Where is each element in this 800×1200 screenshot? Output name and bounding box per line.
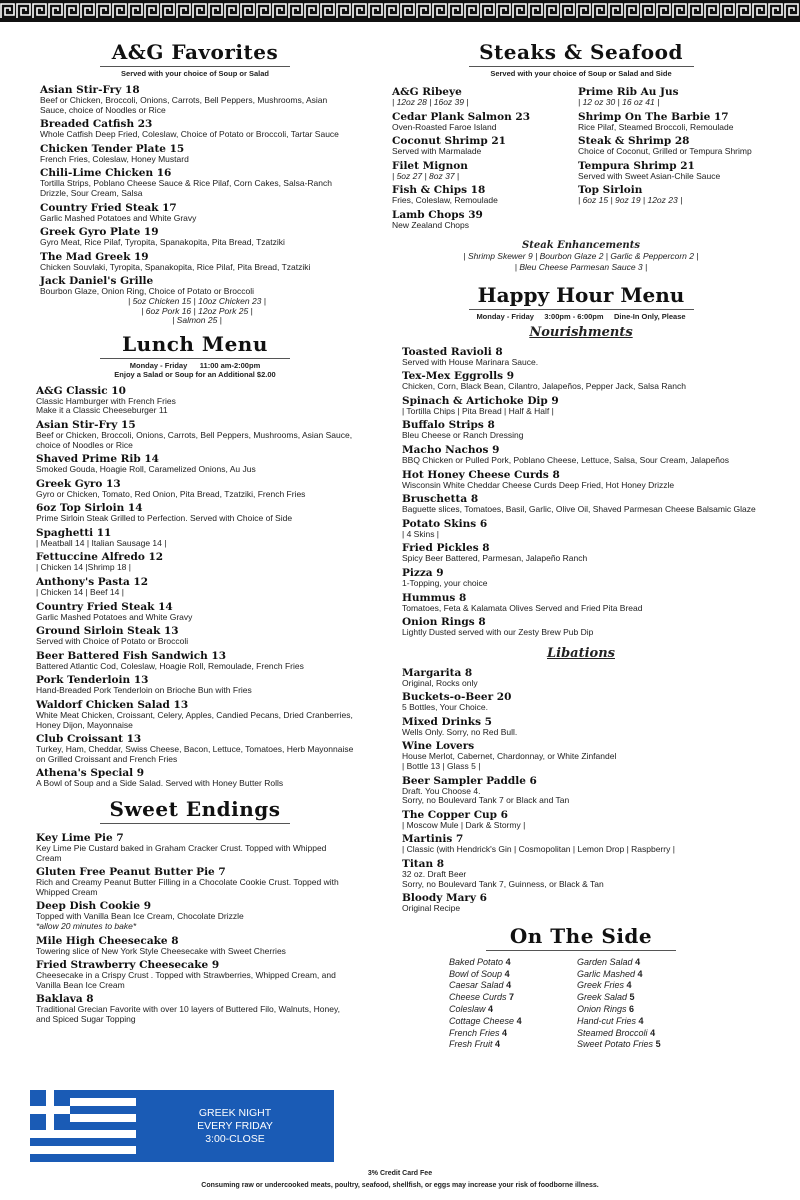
menu-item [402,740,770,771]
item-description: White Meat Chicken, Croissant, Celery, Apples, Candied Pecans, Dried Cranberries, Honey Dijon, Mayonnaise [36,710,353,730]
lunch-list [36,385,354,789]
steaks-subtitle: Served with your choice of Soup or Salad and Side [490,69,672,78]
enhancements-title: Steak Enhancements [522,239,640,251]
item-name: Ground Sirloin Steak 13 [36,625,179,638]
menu-item [36,832,354,863]
menu-item [40,84,354,115]
item-description: Classic Hamburger with French Fries [36,395,176,406]
item-description: Key Lime Pie Custard baked in Graham Cracker Crust. Topped with Whipped Cream [36,843,327,863]
item-description-extra: Sorry, no Boulevard Tank 7 or Black and Tan [402,795,570,806]
side-grid [392,957,770,1051]
item-name: Waldorf Chicken Salad 13 [36,699,189,712]
side-item-name: Cottage Cheese [449,1015,515,1026]
side-item-name: Greek Fries [577,980,625,991]
menu-item [402,370,770,392]
menu-item [392,209,578,231]
item-name: Club Croissant 13 [36,733,142,746]
item-description: Bleu Cheese or Ranch Dressing [402,430,524,441]
item-name: Pizza 9 [402,566,444,579]
menu-item [36,699,354,730]
menu-item [392,111,578,133]
favorites-subtitle: Served with your choice of Soup or Salad [121,69,269,78]
item-description: French Fries, Coleslaw, Honey Mustard [40,153,189,164]
side-item-price: 4 [626,980,632,991]
item-name: Spaghetti 11 [36,526,112,539]
item-name: Fish & Chips 18 [392,184,486,197]
menu-item [402,809,770,831]
item-description: Beef or Chicken, Broccoli, Onions, Carrots, Bell Peppers, Mushrooms, Asian Sauce, choice of Noodles or Rice [40,95,328,115]
side-item-name: Bowl of Soup [449,968,503,979]
menu-item [36,900,354,931]
menu-item [36,419,354,450]
menu-item [36,674,354,696]
item-description: Bourbon Glaze, Onion Ring, Choice of Potato or Broccoli [40,286,255,297]
greek-key-pattern [0,3,800,19]
credit-card-fee: 3% Credit Card Fee [367,1170,433,1177]
item-description: | 12oz 28 | 16oz 39 | [392,97,469,107]
side-item [449,1004,577,1016]
side-item-name: Hand-cut Fries [577,1015,637,1026]
item-name: Athena's Special 9 [36,767,145,780]
item-description: Baguette slices, Tomatoes, Basil, Garlic, Olive Oil, Shaved Parmesan Cheese Balsamic Glaze [402,504,756,515]
menu-item [36,502,354,524]
side-item-name: Sweet Potato Fries [577,1039,654,1050]
item-description: Towering slice of New York Style Cheesecake with Sweet Cherries [36,945,286,956]
item-description: | 12 oz 30 | 16 oz 41 | [578,97,660,107]
side-item [449,1039,577,1051]
item-name: Martinis 7 [402,833,464,846]
item-name: Asian Stir-Fry 15 [36,418,136,431]
item-description: Draft. You Choose 4. [402,785,481,796]
menu-item [578,184,770,206]
item-name: The Copper Cup 6 [402,808,508,821]
item-description: | Classic (with Hendrick's Gin | Cosmopolitan | Lemon Drop | Raspberry | [402,844,675,855]
item-description: BBQ Chicken or Pulled Pork, Poblano Cheese, Lettuce, Salsa, Sour Cream, Jalapeños [402,454,729,465]
foodborne-warning: Consuming raw or undercooked meats, poultry, seafood, shellfish, or eggs may increase your risk of foodborne illness. [201,1182,599,1189]
side-item-price: 5 [629,992,635,1003]
item-name: Pork Tenderloin 13 [36,674,149,687]
item-description: Served with Sweet Asian-Chile Sauce [578,170,721,181]
menu-item [40,251,354,273]
item-name: Tex-Mex Eggrolls 9 [402,370,515,383]
libations-title: Libations [547,645,615,661]
menu-item [40,167,354,198]
lunch-time: 11:00 am-2:00pm [199,360,261,370]
item-description: | 6oz 15 | 9oz 19 | 12oz 23 | [578,195,683,206]
side-item-name: Coleslaw [449,1004,486,1014]
item-description: Smoked Gouda, Hoagie Roll, Caramelized Onions, Au Jus [36,464,256,475]
item-name: 6oz Top Sirloin 14 [36,502,143,515]
side-item-price: 4 [650,1027,656,1038]
menu-item [36,993,354,1024]
side-item-name: Greek Salad [577,992,628,1003]
lunch-days: Monday - Friday [129,360,188,370]
side-item [449,1016,577,1028]
item-description: Served with Marmalade [392,146,482,157]
menu-item [402,444,770,466]
left-column [36,40,354,1028]
item-description: Battered Atlantic Cod, Coleslaw, Hoagie Roll, Remoulade, French Fries [36,660,304,671]
side-item-price: 6 [629,1004,635,1014]
menu-item [402,892,770,914]
side-item [449,957,577,969]
side-item-name: Garlic Mashed [577,968,636,979]
menu-item [392,86,578,108]
side-item-name: Onion Rings [577,1004,627,1014]
greek-night-line2: EVERY FRIDAY [197,1119,273,1132]
side-item [449,1028,577,1040]
item-description: 32 oz. Draft Beer [402,869,467,880]
item-name: Tempura Shrimp 21 [578,159,695,172]
item-description: Traditional Grecian Favorite with over 10 layers of Buttered Filo, Walnuts, Honey, and Spiced Sugar Topping [36,1004,340,1024]
item-name: Mixed Drinks 5 [402,715,492,728]
menu-item [402,716,770,738]
side-item-price: 4 [638,1015,644,1026]
item-name: Hot Honey Cheese Curds 8 [402,468,560,481]
enhancements-line-1: | Shrimp Skewer 9 | Bourbon Glaze 2 | Garlic & Peppercorn 2 | [463,250,699,261]
menu-item [36,385,354,416]
side-item-name: Steamed Broccoli [577,1027,648,1038]
side-right-list [577,957,717,1051]
side-item-name: French Fries [449,1027,500,1038]
item-name: Cedar Plank Salmon 23 [392,110,531,123]
happy-hour-days: Monday - Friday [476,311,534,321]
menu-item [402,858,770,889]
side-item [577,1016,717,1028]
lunch-rule [100,358,290,359]
menu-item [36,733,354,764]
item-description: | Moscow Mule | Dark & Stormy | [402,819,526,830]
lunch-note: Enjoy a Salad or Soup for an Additional $2.00 [114,369,276,379]
steaks-left-list [392,86,578,234]
item-description: Spicy Beer Battered, Parmesan, Jalapeño Ranch [402,553,588,564]
item-name: Anthony's Pasta 12 [36,576,149,589]
item-name: Beer Battered Fish Sandwich 13 [36,649,227,662]
menu-item [402,567,770,589]
greek-flag-icon [30,1090,136,1162]
item-description: Served with Choice of Potato or Broccoli [36,636,189,647]
side-item-price: 4 [488,1004,494,1014]
greek-night-line1: GREEK NIGHT [198,1106,272,1119]
item-description-extra: Sorry, no Boulevard Tank 7, Guinness, or Black & Tan [402,878,604,889]
side-item-name: Garden Salad [577,956,633,967]
side-rule [486,950,676,951]
menu-item [36,576,354,598]
item-description: | 4 Skins | [402,528,440,539]
side-item [577,980,717,992]
item-name: Margarita 8 [402,666,473,679]
menu-item [40,275,354,325]
price-line: | 6oz Pork 16 | 12oz Pork 25 | [141,305,253,316]
greek-night-banner [136,1090,334,1162]
item-name: The Mad Greek 19 [40,250,149,263]
menu-item [402,346,770,368]
menu-item [402,775,770,806]
item-description: New Zealand Chops [392,219,470,230]
item-description: Hand-Breaded Pork Tenderloin on Brioche Bun with Fries [36,685,252,696]
side-item [577,1004,717,1016]
item-name: Bruschetta 8 [402,493,479,506]
lunch-title: Lunch Menu [122,331,268,356]
menu-item [36,478,354,500]
item-name: Potato Skins 6 [402,517,488,530]
right-column [392,40,770,1051]
side-item [449,980,577,992]
item-description: Gyro Meat, Rice Pilaf, Tyropita, Spanakopita, Pita Bread, Tzatziki [40,237,285,248]
menu-item [402,592,770,614]
side-item [577,969,717,981]
item-name: Fried Pickles 8 [402,542,490,555]
side-item-price: 7 [509,992,515,1003]
menu-item [402,667,770,689]
item-name: Jack Daniel's Grille [40,275,154,288]
item-name: Spinach & Artichoke Dip 9 [402,394,559,407]
item-description: Tortilla Strips, Poblano Cheese Sauce & Rice Pilaf, Corn Cakes, Salsa-Ranch Drizzle, Sour Cream, Salsa [40,178,332,198]
nourishments-title: Nourishments [529,324,633,340]
menu-item [36,650,354,672]
item-name: Hummus 8 [402,591,467,604]
item-name: Filet Mignon [392,159,468,172]
item-name: Greek Gyro Plate 19 [40,226,159,239]
item-name: Wine Lovers [402,740,475,753]
item-description: Topped with Vanilla Bean Ice Cream, Chocolate Drizzle [36,911,244,922]
side-item [449,969,577,981]
menu-item [402,833,770,855]
happy-hour-title: Happy Hour Menu [477,282,685,307]
side-item-price: 4 [516,1015,522,1026]
item-name: Titan 8 [402,858,445,871]
item-name: Chicken Tender Plate 15 [40,142,185,155]
item-name: Mile High Cheesecake 8 [36,934,179,947]
happy-hour-note: Dine-In Only, Please [613,311,686,321]
item-description: A Bowl of Soup and a Side Salad. Served with Honey Butter Rolls [36,778,284,789]
menu-item [402,616,770,638]
item-name: Onion Rings 8 [402,616,486,629]
menu-item [36,551,354,573]
menu-item [392,135,578,157]
item-name: Coconut Shrimp 21 [392,135,506,148]
side-title: On The Side [509,923,653,948]
menu-item [40,118,354,140]
item-description: | 5oz 27 | 8oz 37 | [392,170,460,181]
item-description: | Chicken 14 | Beef 14 | [36,587,124,598]
item-description: Oven-Roasted Faroe Island [392,121,497,132]
side-item-price: 5 [655,1039,661,1050]
item-description: 1-Topping, your choice [402,577,488,588]
item-name: Greek Gyro 13 [36,477,121,490]
menu-item [402,469,770,491]
side-item-price: 4 [506,980,512,991]
steaks-right-list [578,86,770,234]
item-name: Toasted Ravioli 8 [402,345,503,358]
item-description: Chicken, Corn, Black Bean, Cilantro, Jalapeños, Pepper Jack, Salsa Ranch [402,381,686,392]
item-name: Macho Nachos 9 [402,443,500,456]
item-description: House Merlot, Cabernet, Chardonnay, or White Zinfandel [402,751,617,762]
item-description: Rich and Creamy Peanut Butter Filling in a Chocolate Cookie Crust. Topped with Whipped Cream [36,877,339,897]
side-item-price: 4 [637,968,643,979]
menu-item [578,111,770,133]
menu-item [40,226,354,248]
sweet-list [36,832,354,1025]
item-name: Fried Strawberry Cheesecake 9 [36,959,220,972]
item-name: Prime Rib Au Jus [578,86,679,98]
greek-key-border [0,0,800,22]
happy-hour-time: 3:00pm - 6:00pm [544,311,604,321]
item-name: Lamb Chops 39 [392,208,483,221]
side-item-price: 4 [502,1027,508,1038]
favorites-title: A&G Favorites [111,40,279,64]
item-name: Beer Sampler Paddle 6 [402,774,537,787]
favorites-rule [100,66,290,67]
item-name: A&G Classic 10 [36,384,126,397]
menu-item [36,453,354,475]
item-description: Original, Rocks only [402,677,478,688]
side-item-name: Caesar Salad [449,980,504,991]
item-name: Fettuccine Alfredo 12 [36,551,164,564]
menu-item [36,767,354,789]
item-description: | Tortilla Chips | Pita Bread | Half & Half | [402,405,554,416]
steaks-rule [469,66,694,67]
item-description: Garlic Mashed Potatoes and White Gravy [40,212,197,223]
price-line: | Salmon 25 | [172,315,222,326]
menu-item [392,184,578,206]
item-description: Whole Catfish Deep Fried, Coleslaw, Choice of Potato or Broccoli, Tartar Sauce [40,129,339,140]
item-description: Turkey, Ham, Cheddar, Swiss Cheese, Bacon, Lettuce, Tomatoes, Herb Mayonnaise on Grilled Croissant and French Fries [36,744,354,764]
item-name: Breaded Catfish 23 [40,118,153,131]
item-name: A&G Ribeye [392,86,462,98]
item-name: Shaved Prime Rib 14 [36,453,159,466]
happy-hour-rule [469,309,694,310]
item-description: Tomatoes, Feta & Kalamata Olives Served and Fried Pita Bread [402,602,643,613]
menu-item [36,866,354,897]
item-note: *allow 20 minutes to bake* [36,920,137,931]
libations-list [392,667,770,914]
item-name: Top Sirloin [578,184,643,197]
item-name: Buckets-o-Beer 20 [402,691,512,704]
item-name: Country Fried Steak 17 [40,201,177,214]
item-description: Fries, Coleslaw, Remoulade [392,195,498,206]
menu-item [402,518,770,540]
item-description: Prime Sirloin Steak Grilled to Perfection. Served with Choice of Side [36,513,293,524]
price-line: | 5oz Chicken 15 | 10oz Chicken 23 | [128,295,266,306]
side-item [577,1039,717,1051]
item-description: Original Recipe [402,903,461,914]
side-item [577,957,717,969]
nourishments-list [392,346,770,638]
menu-item [578,135,770,157]
side-item [577,1028,717,1040]
steaks-title: Steaks & Seafood [479,40,683,64]
menu-item [402,419,770,441]
item-name: Baklava 8 [36,993,94,1006]
item-description: 5 Bottles, Your Choice. [402,702,489,713]
menu-item [36,935,354,957]
menu-item [36,625,354,647]
item-description: Lightly Dusted served with our Zesty Brew Pub Dip [402,627,594,638]
item-description: Wisconsin White Cheddar Cheese Curds Deep Fried, Hot Honey Drizzle [402,479,675,490]
favorites-list [36,84,354,326]
side-item-price: 4 [495,1039,501,1050]
menu-item [578,86,770,108]
side-item-price: 4 [505,956,511,967]
item-description-extra: Make it a Classic Cheeseburger 11 [36,405,168,416]
menu-item [40,202,354,224]
item-name: Bloody Mary 6 [402,892,487,905]
menu-item [40,143,354,165]
item-description: Cheesecake in a Crispy Crust . Topped with Strawberries, Whipped Cream, and Vanilla Bean Ice Cream [36,970,336,990]
item-name: Country Fried Steak 14 [36,600,173,613]
side-item-price: 4 [504,968,510,979]
side-item [449,992,577,1004]
item-name: Asian Stir-Fry 18 [40,84,140,96]
side-item-name: Cheese Curds [449,992,507,1003]
menu-item [36,601,354,623]
menu-item [36,959,354,990]
menu-item [402,691,770,713]
item-description-extra: | Bottle 13 | Glass 5 | [402,761,481,772]
item-name: Buffalo Strips 8 [402,419,495,432]
item-name: Steak & Shrimp 28 [578,135,690,148]
happy-hour-hours [392,312,770,321]
menu-item [578,160,770,182]
item-name: Deep Dish Cookie 9 [36,900,152,913]
menu-item [392,160,578,182]
enhancements-line-2: | Bleu Cheese Parmesan Sauce 3 | [514,261,648,272]
menu-item [402,493,770,515]
item-name: Chili-Lime Chicken 16 [40,167,172,180]
sweet-title: Sweet Endings [109,797,281,821]
item-name: Key Lime Pie 7 [36,832,124,844]
sweet-rule [100,823,290,824]
menu-item [36,527,354,549]
side-left-list [449,957,577,1051]
item-description: Wells Only. Sorry, no Red Bull. [402,726,518,737]
steaks-grid [392,86,770,234]
menu-item [402,395,770,417]
side-item-name: Fresh Fruit [449,1039,493,1050]
side-item-name: Baked Potato [449,956,504,967]
item-description: Beef or Chicken, Broccoli, Onions, Carrots, Bell Peppers, Mushrooms, Asian Sauce, choice of Noodles or Rice [36,429,353,450]
menu-item [402,542,770,564]
item-name: Shrimp On The Barbie 17 [578,110,729,123]
item-description: Chicken Souvlaki, Tyropita, Spanakopita, Rice Pilaf, Pita Bread, Tzatziki [40,261,311,272]
item-description: Garlic Mashed Potatoes and White Gravy [36,611,193,622]
side-item-price: 4 [635,956,641,967]
item-description: Choice of Coconut, Grilled or Tempura Shrimp [578,146,752,157]
item-description: Gyro or Chicken, Tomato, Red Onion, Pita Bread, Tzatziki, French Fries [36,488,306,499]
lunch-hours [36,361,354,370]
item-description: | Meatball 14 | Italian Sausage 14 | [36,537,167,548]
item-name: Gluten Free Peanut Butter Pie 7 [36,866,226,879]
item-description: Rice Pilaf, Steamed Broccoli, Remoulade [578,121,734,132]
item-description: | Chicken 14 |Shrimp 18 | [36,562,131,573]
greek-night-line3: 3:00-CLOSE [205,1132,265,1145]
item-description: Served with House Marinara Sauce. [402,356,539,367]
side-item [577,992,717,1004]
